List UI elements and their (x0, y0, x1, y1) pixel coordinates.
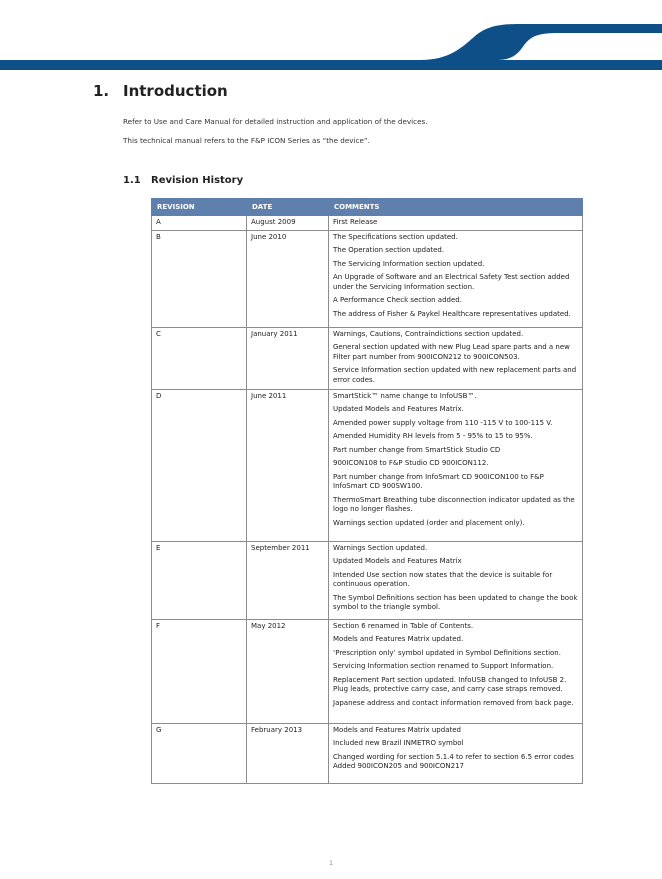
cell-date: August 2009 (247, 216, 329, 231)
intro-paragraph-1: Refer to Use and Care Manual for detailed instruction and application of the devices. (123, 117, 428, 126)
table-row (152, 723, 583, 783)
table-row (152, 619, 583, 723)
comment-line: Japanese address and contact information removed from back page. (333, 698, 574, 707)
cell-comments (329, 619, 583, 723)
section-number: 1. (93, 82, 110, 100)
cell-revision: A (152, 216, 247, 231)
comment-line: Amended power supply voltage from 110 -115 V to 100-115 V. (333, 418, 553, 427)
comment-line: The Specifications section updated. (333, 232, 458, 241)
cell-comments (329, 389, 583, 541)
cell-revision: E (152, 541, 247, 619)
cell-date: February 2013 (247, 723, 329, 783)
cell-date: September 2011 (247, 541, 329, 619)
comment-line: Included new Brazil INMETRO symbol (333, 739, 464, 747)
header-band (0, 0, 662, 72)
cell-comments (329, 230, 583, 327)
comment-line: Servicing Information section renamed to Support Information. (333, 662, 554, 670)
comment-line: Replacement Part section updated. InfoUSB changed to InfoUSB 2. Plug leads, protective carry case, and carry case straps removed. (333, 675, 567, 693)
cell-revision: C (152, 327, 247, 389)
comment-line: Models and Features Matrix updated (333, 725, 461, 734)
comment-line: Section 6 renamed in Table of Contents. (333, 621, 474, 630)
subsection-title: Revision History (151, 175, 244, 186)
cell-revision: B (152, 230, 247, 327)
comment-line: SmartStick™ name change to InfoUSB™. (333, 391, 477, 400)
comment-line: Part number change from SmartStick Studio CD (333, 445, 501, 454)
table-row (152, 216, 583, 231)
cell-comments (329, 216, 583, 231)
comment-line: Warnings section updated (order and placement only). (333, 518, 525, 527)
cell-revision: G (152, 723, 247, 783)
cell-comments (329, 541, 583, 619)
cell-comments (329, 723, 583, 783)
header-date: DATE (247, 199, 329, 216)
cell-date: January 2011 (247, 327, 329, 389)
cell-revision: D (152, 389, 247, 541)
cell-revision: F (152, 619, 247, 723)
comment-line: Service Information section updated with new replacement parts and error codes. (333, 366, 577, 384)
cell-comments (329, 327, 583, 389)
comment-line: The Symbol Definitions section has been updated to change the book symbol to the triangle symbol. (333, 593, 578, 611)
comment-line: 900ICON108 to F&P Studio CD 900ICON112. (333, 459, 489, 467)
table-header-row (152, 199, 583, 216)
comment-line: Part number change from InfoSmart CD 900ICON100 to F&P InfoSmart CD 900SW100. (333, 472, 544, 490)
revision-history-table (151, 198, 583, 784)
subsection-number: 1.1 (123, 175, 141, 186)
header-revision: REVISION (152, 199, 247, 216)
comment-line: Updated Models and Features Matrix. (333, 405, 464, 413)
comment-line: ‘Prescription only’ symbol updated in Symbol Definitions section. (333, 648, 561, 657)
comment-line: A Performance Check section added. (333, 296, 462, 304)
cell-date: June 2011 (247, 389, 329, 541)
table-row (152, 389, 583, 541)
comment-line: The Operation section updated. (333, 246, 445, 254)
comment-line: Changed wording for section 5.1.4 to refer to section 6.5 error codes Added 900ICON205 and 900ICON217 (333, 752, 574, 770)
comment-line: Intended Use section now states that the device is suitable for continuous operation. (333, 570, 553, 588)
comment-line: ThermoSmart Breathing tube disconnection indicator updated as the logo no longer flashes. (333, 495, 575, 513)
comment-line: General section updated with new Plug Lead spare parts and a new Filter part number from 900ICON212 to 900ICON503. (333, 343, 570, 361)
intro-paragraph-2: This technical manual refers to the F&P ICON Series as “the device”. (123, 136, 370, 145)
comment-line: The address of Fisher & Paykel Healthcare representatives updated. (333, 309, 571, 318)
table-row (152, 327, 583, 389)
cell-date: June 2010 (247, 230, 329, 327)
comment-line: Warnings, Cautions, Contraindictions section updated. (333, 329, 524, 338)
header-comments: COMMENTS (329, 199, 583, 216)
page-number: 1 (329, 860, 333, 867)
section-title: Introduction (123, 82, 228, 100)
comment-line: Updated Models and Features Matrix (333, 557, 462, 565)
comment-line: The Servicing Information section updated. (333, 259, 485, 268)
comment-line: Warnings Section updated. (333, 543, 428, 552)
table-row (152, 541, 583, 619)
comment-line: Amended Humidity RH levels from 5 - 95% to 15 to 95%. (333, 432, 533, 440)
comment-line: An Upgrade of Software and an Electrical Safety Test section added under the Servicing Information section. (333, 273, 570, 291)
comment-line: Models and Features Matrix updated. (333, 635, 464, 643)
cell-date: May 2012 (247, 619, 329, 723)
table-row (152, 230, 583, 327)
comment-line: First Release (333, 218, 378, 226)
